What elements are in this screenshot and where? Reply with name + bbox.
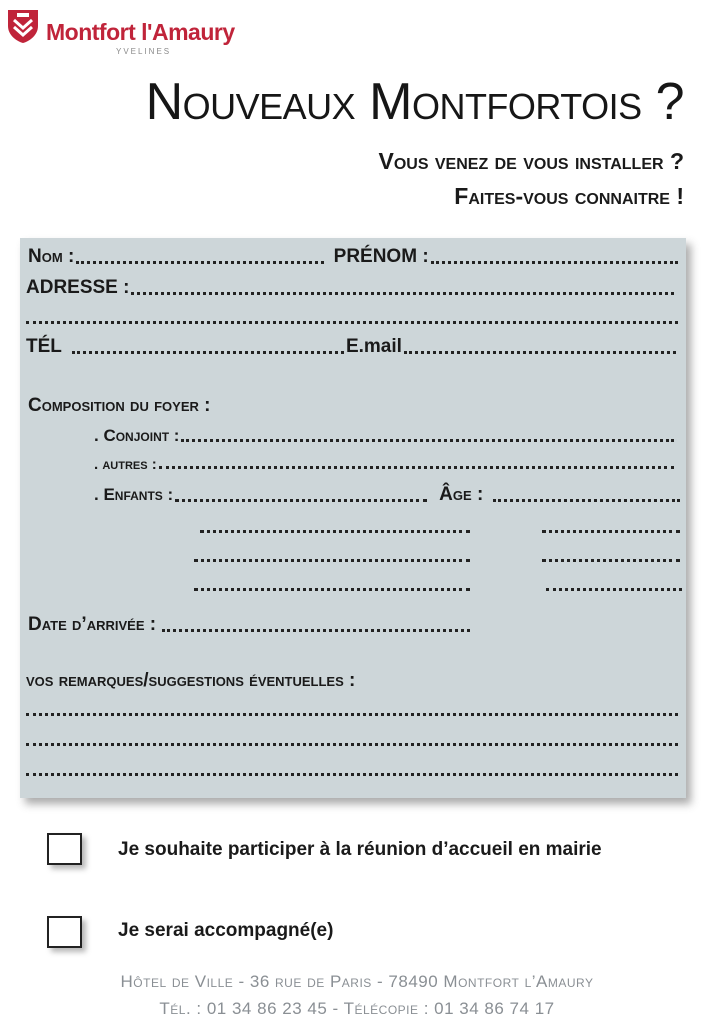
composition-heading: Composition du foyer :	[28, 395, 211, 416]
email-label: E.mail	[345, 336, 402, 357]
page-title: Nouveaux Montfortois ?	[145, 73, 684, 131]
age-label: Âge :	[439, 484, 484, 505]
reunion-checkbox-label: Je souhaite participer à la réunion d’accueil en mairie	[118, 839, 602, 860]
nom-prenom-row	[28, 246, 680, 268]
conjoint-label: . Conjoint :	[94, 426, 180, 445]
remarques-field-line-2[interactable]	[26, 743, 678, 746]
autres-row	[94, 456, 676, 473]
conjoint-row	[94, 426, 676, 446]
accompagne-checkbox-label: Je serai accompagné(e)	[118, 920, 334, 941]
enfant-age-field-2[interactable]	[542, 530, 680, 533]
enfant-age-field-3[interactable]	[542, 559, 680, 562]
remarques-field-line-3[interactable]	[26, 773, 678, 776]
conjoint-field[interactable]	[181, 439, 674, 442]
enfants-row	[94, 484, 682, 506]
department-name: YVELINES	[116, 47, 172, 56]
registration-form	[20, 238, 686, 798]
enfant-age-field-1[interactable]	[493, 499, 680, 502]
tel-label: TÉL	[26, 336, 62, 357]
adresse-field[interactable]	[131, 292, 674, 295]
date-arrivee-label: Date d’arrivée :	[28, 614, 157, 635]
enfants-label: . Enfants :	[94, 485, 174, 504]
enfant-name-field-2[interactable]	[200, 530, 470, 533]
autres-field[interactable]	[159, 466, 674, 469]
nom-field[interactable]	[76, 261, 323, 264]
reunion-checkbox[interactable]	[47, 833, 82, 865]
tel-email-row	[26, 336, 678, 358]
enfant-name-field-1[interactable]	[175, 499, 427, 502]
town-logo	[6, 8, 236, 60]
adresse-row	[26, 277, 676, 299]
prenom-field[interactable]	[431, 261, 678, 264]
enfant-age-field-4[interactable]	[546, 588, 682, 591]
enfant-name-field-4[interactable]	[194, 588, 470, 591]
enfant-name-field-3[interactable]	[194, 559, 470, 562]
remarques-field-line-1[interactable]	[26, 713, 678, 716]
coat-of-arms-icon	[6, 8, 40, 44]
prenom-label: PRÉNOM :	[333, 246, 429, 267]
footer-phones: Tél. : 01 34 86 23 45 - Télécopie : 01 34 86 74 17	[159, 999, 555, 1018]
date-arrivee-row	[28, 614, 472, 636]
footer-address: Hôtel de Ville - 36 rue de Paris - 78490 Montfort l’Amaury	[120, 972, 594, 991]
adresse-label: ADRESSE :	[26, 277, 130, 298]
email-field[interactable]	[404, 351, 676, 354]
subtitle-installer: Vous venez de vous installer ?	[378, 148, 684, 174]
date-arrivee-field[interactable]	[162, 629, 470, 632]
nom-label: Nom :	[28, 246, 75, 267]
remarques-heading: vos remarques/suggestions éventuelles :	[26, 670, 356, 691]
town-name: Montfort l'Amaury	[46, 19, 235, 45]
adresse-field-line-2[interactable]	[26, 321, 678, 324]
accompagne-checkbox[interactable]	[47, 916, 82, 948]
autres-label: . autres :	[94, 456, 157, 473]
subtitle-connaitre: Faites-vous connaitre !	[454, 183, 684, 209]
tel-field[interactable]	[72, 351, 344, 354]
